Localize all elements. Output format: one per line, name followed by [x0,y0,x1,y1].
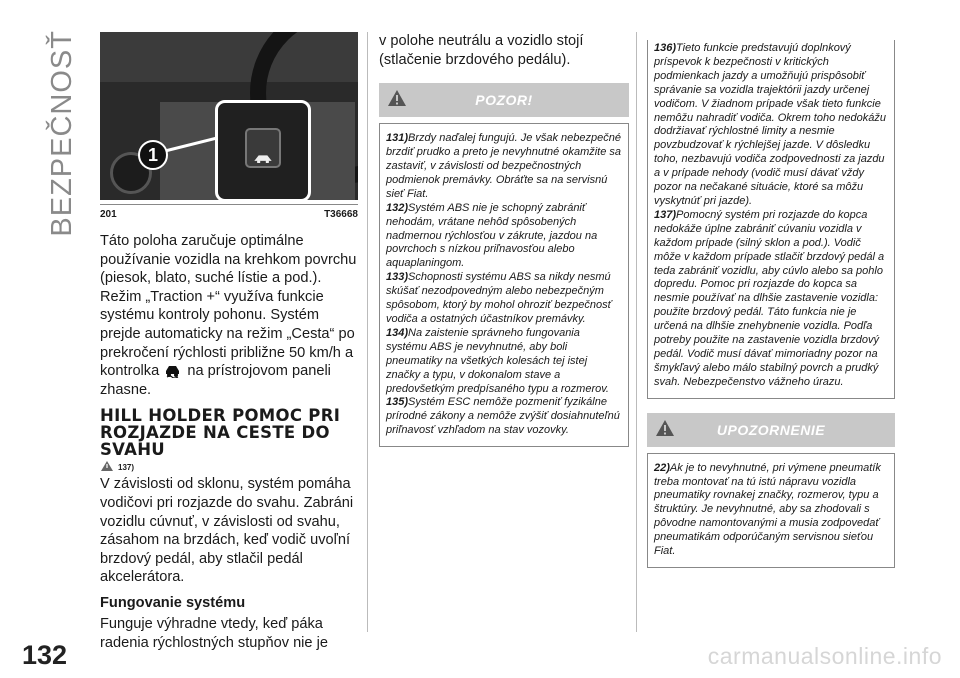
warning-triangle-icon [655,419,675,437]
subsection-heading: Fungovanie systému [100,594,246,611]
warning-note: 131)Brzdy naďalej fungujú. Je však nebezpečné brzdiť prudko a preto je nevyhnutné okamžite sa zastaviť, v závislosti od bezpečnostných podmienok premávky. Obráťte sa na servisnú sieť Fiat. [386,132,622,200]
left-column [100,32,358,652]
warning-note: 135)Systém ESC nemôže pozmeniť fyzikálne prírodné zákony a nemôže zvýšiť dosiahnuteľnú priľnavosť vzhľadom na stav vozovky. [386,396,620,437]
notice-box [647,453,895,568]
notice-banner [647,413,895,447]
figure-number: 201 [100,209,117,220]
warning-note: 134)Na zaistenie správneho fungovania systému ABS je nevyhnutné, aby boli pneumatiky na všetkých kolesách tej istej značky a typu, v dokonalom stave a predovšetkým predpísaného typu a rozmerov. [386,326,609,395]
column-divider [367,32,368,632]
notice-title: UPOZORNENIE [716,421,826,438]
figure-caption [100,204,358,220]
paragraph: v polohe neutrálu a vozidlo stojí (stlačenie brzdového pedálu). [379,33,584,68]
warning-title: POZOR! [475,92,533,109]
reference-mark: 137) [100,460,358,472]
page-number: 132 [22,640,68,670]
warning-triangle-icon [100,460,114,472]
paragraph: Táto poloha zaručuje optimálne používanie vozidla na krehkom povrchu (piesok, blato, suché lístie a pod.). Režim „Traction +“ využíva funkcie systému kontroly pohonu. Systém prejde automaticky na režim „Cesta“ po prekročení rýchlosti približne 50 km/h a kontrolka na prístrojovom paneli zhasne. [100,233,357,398]
warning-note: 136)Tieto funkcie predstavujú doplnkový príspevok k bezpečnosti v kritických podmienkach jazdy a umožňujú prispôsobiť správanie sa vozidla trajektórii jazdy určenej vodičom. V žiadnom prípade však tieto funkcie nemôžu nahradiť vodiča. Okrem toho nedokážu dodržiavať rýchlostné limity a nesmie povzbudzovať k rýchlejšej jazde. V dôsledku toho, nezbavujú vodiča zodpovednosti za jazdu a v prípade nehody (vodič musí dávať vždy pozor na nečakané situácie, ktoré sa môžu vyskytnúť pri jazde). [654,42,886,207]
warning-note: 132)Systém ABS nie je schopný zabrániť nehodám, vrátane nehôd spôsobených nadmernou rýchlosťou v zákrute, jazdou na povrchoch s nízkou priľnavosťou alebo aquaplaningom. [386,201,598,270]
warning-banner [379,83,629,117]
paragraph: Funguje výhradne vtedy, keď páka radenia rýchlostných stupňov nie je [100,615,328,651]
figure-photo [100,32,358,200]
notice-note: 22)Ak je to nevyhnutné, pri výmene pneumatík treba montovať na tú istú nápravu vozidla pneumatiky rovnakej značky, rozmerov, typu a štruktúry. Je nevyhnutné, aby sa zhodovali s pôvodne namontovanými a musia zodpovedať pneumatikám odporúčaným servisnou sieťou Fiat. [654,461,881,558]
column-divider [636,32,637,632]
middle-column [379,32,629,447]
warning-box [379,123,629,447]
right-column [647,40,895,568]
traction-warning-icon [163,363,183,378]
warning-box-continued [647,40,895,399]
figure-callout: 1 [138,140,168,170]
warning-note: 137)Pomocný systém pri rozjazde do kopca nedokáže úplne zabrániť cúvaniu vozidla v každom prípade (silný sklon a pod.). Vodič môže v každom prípade stlačiť brzdový pedál a teda zabrániť vozidlu, aby cúvlo alebo sa pohlo dopredu. Pomoc pri rozjazde do kopca sa nesmie používať na dlhšie zastavenie vozidla: použite brzdový pedál. Táto funkcia nie je určená na dlhšie znehybnenie vozidla. Podľa potreby použite na zastavenie vozidla brzdový pedál. Vodič musí dávať mimoriadny pozor na šmykľavý alebo málo stabilný povrch a prudký svah. Nebezpečenstvo vážneho úrazu. [654,208,885,388]
section-heading: HILL HOLDER POMOC PRI ROZJAZDE NA CESTE DO SVAHU [100,406,341,460]
button-zoom-inset [215,100,311,200]
watermark: carmanualsonline.info [707,643,942,669]
warning-triangle-icon [387,89,407,107]
car-slope-icon [252,150,274,163]
hill-holder-button [245,128,281,168]
warning-note: 133)Schopnosti systému ABS sa nikdy nesmú skúšať nezodpovedným alebo nebezpečným spôsobom, ktorý by mohol ohroziť bezpečnosť vodiča a ostatných účastníkov premávky. [386,271,612,325]
paragraph: V závislosti od sklonu, systém pomáha vodičovi pri rozjazde do svahu. Zabráni vozidlu cúvnuť, v závislosti od svahu, zásahom na brzdách, keď vodič uvoľní brzdový pedál, aby stlačil pedál akcelerátora. [100,476,354,586]
section-side-tab: BEZPEČNOSŤ [45,30,78,237]
figure-code: T36668 [324,209,358,220]
